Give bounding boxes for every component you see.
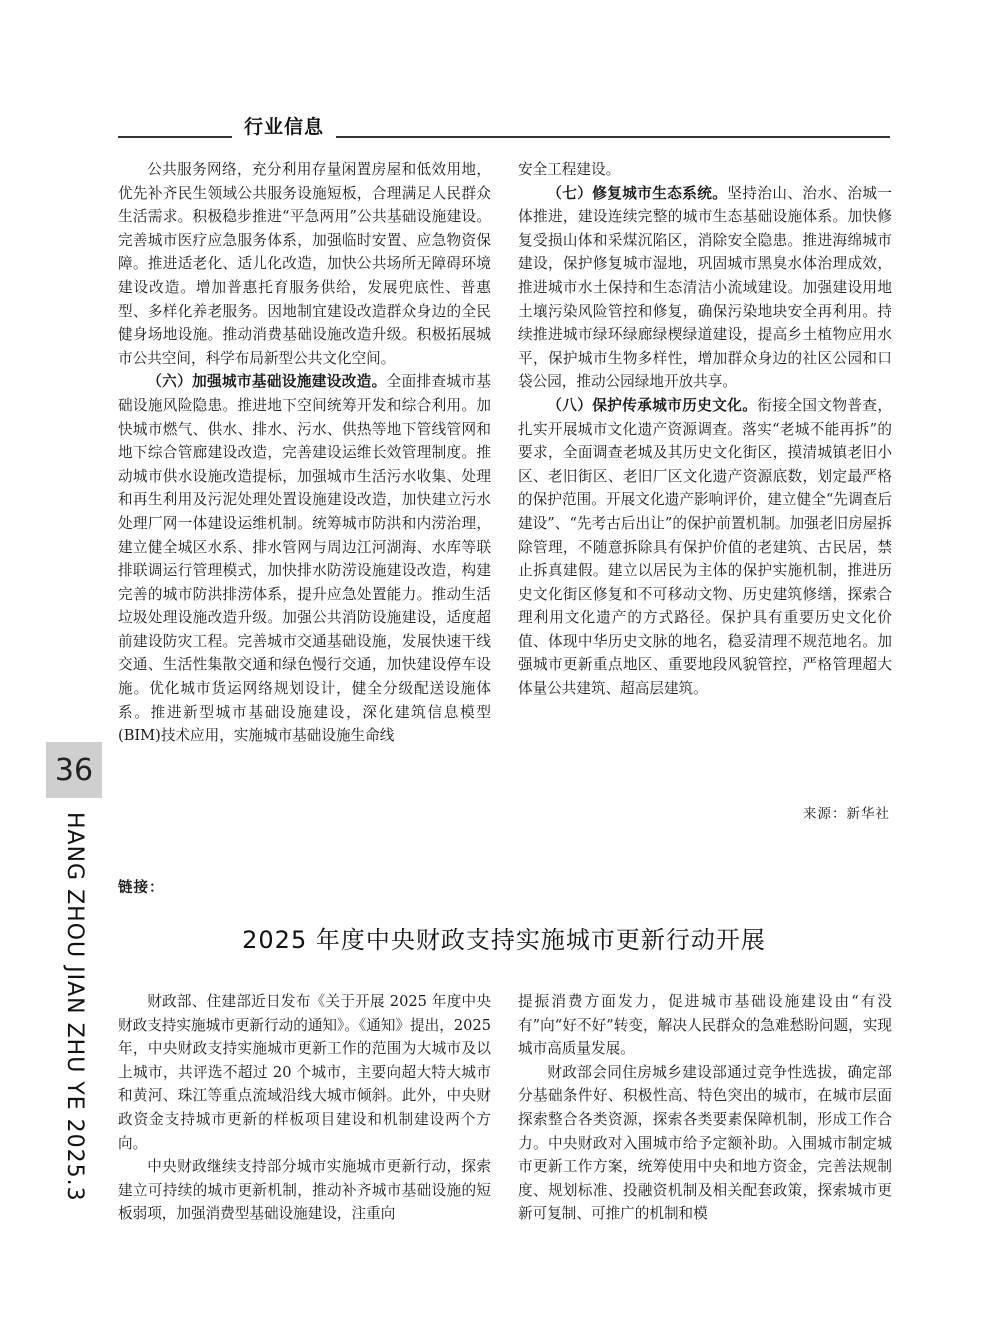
paragraph (118, 158, 491, 370)
paragraph: 提振消费方面发力，促进城市基础设施建设由“有没有”向“好不好”转变，解决人民群众的急难愁盼问题，实现城市高质量发展。 (518, 993, 892, 1058)
paragraph-text: 安全工程建设。 (518, 161, 621, 178)
article1-right-column (518, 158, 892, 778)
paragraph-text: 坚持治山、治水、治城一体推进，建设连续完整的城市生态基础设施体系。加快修复受损山体和采煤沉陷区，消除安全隐患。推进海绵城市建设，保护修复城市湿地，巩固城市黑臭水体治理成效，推进城市水土保持和生态清洁小流域建设。加强建设用地土壤污染风险管控和修复，确保污染地块安全再利用。持续推进城市绿环绿廊绿楔绿道建设，提高乡土植物应用水平，保护城市生物多样性，增加群众身边的社区公园和口袋公园，推动公园绿地开放共享。 (518, 184, 892, 391)
paragraph-text: 公共服务网络，充分利用存量闲置房屋和低效用地，优先补齐民生领域公共服务设施短板，合理满足人民群众生活需求。积极稳步推进“平急两用”公共基础设施建设。完善城市医疗应急服务体系，加强临时安置、应急物资保障。推进适老化、适儿化改造，加快公共场所无障碍环境建设改造。增加普惠托育服务供给，发展兜底性、普惠型、多样化养老服务。因地制宜建设改造群众身边的全民健身场地设施。推动消费基础设施改造升级。积极拓展城市公共空间，科学布局新型公共文化空间。 (118, 161, 491, 367)
page-number-box (46, 742, 102, 798)
paragraph-heading: （八）保护传承城市历史文化。 (547, 396, 758, 414)
source-credit: 来源：新华社 (803, 806, 890, 822)
paragraph: 财政部、住建部近日发布《关于开展 2025 年度中央财政支持实施城市更新行动的通知》。《通知》提出，2025 年，中央财政支持实施城市更新工作的范围为大城市及以上城市，共评选不超过 20 个城市，主要向超大特大城市和黄河、珠江等重点流域沿线大城市倾斜。此外，中央财政资金支持城市更新的样板项目建设和机制建设两个方向。 (118, 993, 491, 1152)
article-title: 2025 年度中央财政支持实施城市更新行动开展 (242, 926, 766, 954)
paragraph (518, 394, 892, 701)
paragraph (518, 182, 892, 394)
paragraph (518, 158, 892, 182)
article2-left-column (118, 990, 491, 1240)
article1-left-column (118, 158, 491, 828)
link-label: 链接： (118, 880, 165, 896)
article2-right-column (518, 990, 892, 1240)
page-number: 36 (54, 752, 94, 788)
journal-name-vertical: HANG ZHOU JIAN ZHU YE 2025.3 (62, 812, 87, 1202)
paragraph-text: 全面排查城市基础设施风险隐患。推进地下空间统筹开发和综合利用。加快城市燃气、供水、排水、污水、供热等地下管线管网和地下综合管廊建设改造，完善建设运维长效管理制度。推动城市供水设施改造提标，加强城市生活污水收集、处理和再生利用及污泥处理处置设施建设改造，加快建立污水处理厂网一体建设运维机制。统筹城市防洪和内涝治理，建立健全城区水系、排水管网与周边江河湖海、水库等联排联调运行管理模式，加快排水防涝设施建设改造，构建完善的城市防洪排涝体系，提升应急处置能力。推动生活垃圾处理设施改造升级。加强公共消防设施建设，适度超前建设防灾工程。完善城市交通基础设施，发展快速干线交通、生活性集散交通和绿色慢行交通，加快建设停车设施。优化城市货运网络规划设计，健全分级配送设施体系。推进新型城市基础设施建设，深化建筑信息模型(BIM)技术应用，实施城市基础设施生命线 (118, 373, 491, 745)
paragraph-heading: （七）修复城市生态系统。 (547, 184, 728, 202)
paragraph-text: 衔接全国文物普查，扎实开展城市文化遗产资源调查。落实“老城不能再拆”的要求，全面调查老城及其历史文化街区，摸清城镇老旧小区、老旧街区、老旧厂区文化遗产资源底数，划定最严格的保护范围。开展文化遗产影响评价，建立健全“先调查后建设”、“先考古后出让”的保护前置机制。加强老旧房屋拆除管理，不随意拆除具有保护价值的老建筑、古民居，禁止拆真建假。建立以居民为主体的保护实施机制，推进历史文化街区修复和不可移动文物、历史建筑修缮，探索合理利用文化遗产的方式路径。保护具有重要历史文化价值、体现中华历史文脉的地名，稳妥清理不规范地名。加强城市更新重点地区、重要地段风貌管控，严格管理超大体量公共建筑、超高层建筑。 (518, 396, 892, 698)
paragraph: 中央财政继续支持部分城市实施城市更新行动，探索建立可持续的城市更新机制，推动补齐城市基础设施的短板弱项，加强消费型基础设施建设，注重向 (118, 1158, 491, 1223)
section-title: 行业信息 (232, 112, 336, 139)
paragraph: 财政部会同住房城乡建设部通过竞争性选拔，确定部分基础条件好、积极性高、特色突出的城市，在城市层面探索整合各类资源，探索各类要素保障机制，形成工作合力。中央财政对入围城市给予定额补助。入围城市制定城市更新工作方案，统筹使用中央和地方资金，完善法规制度、规划标准、投融资机制及相关配套政策，探索城市更新可复制、可推广的机制和模 (518, 1063, 892, 1223)
paragraph (118, 370, 491, 748)
paragraph-heading: （六）加强城市基础设施建设改造。 (147, 373, 387, 391)
